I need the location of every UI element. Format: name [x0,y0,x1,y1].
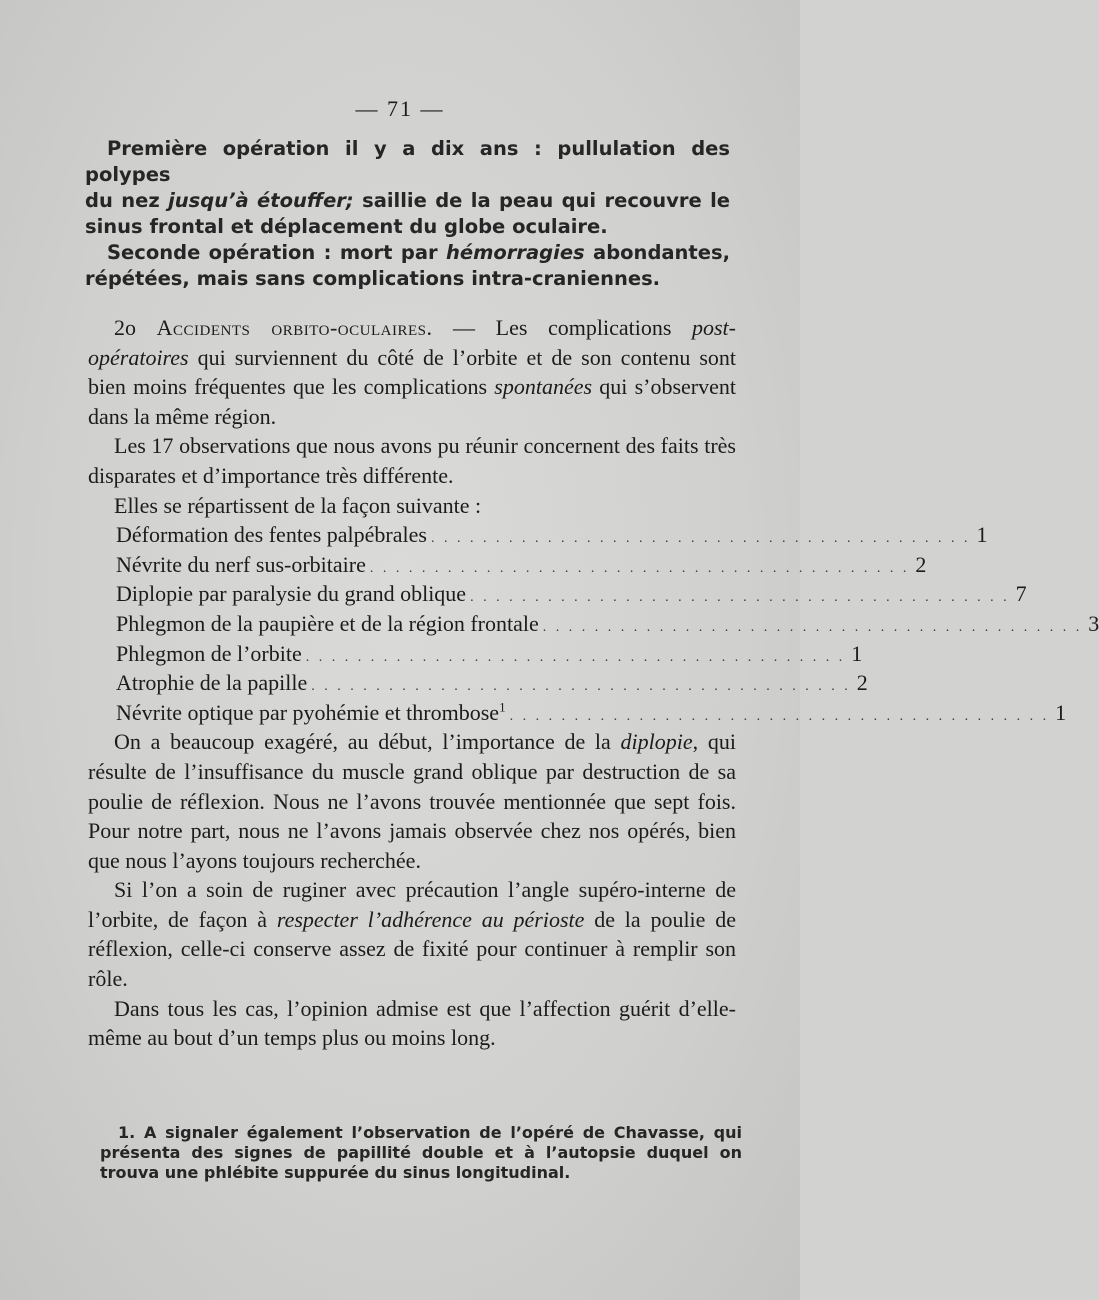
diplopia-text-a: On a beaucoup exagéré, au début, l’importance de la [114,729,621,755]
footnote-marker: 1 [499,699,506,715]
rugination-paragraph [88,875,736,993]
list-item [116,579,1027,609]
second-operation-text-1a: Seconde opération : mort par [107,241,446,264]
rugination-emphasis: respecter l’adhérence au périoste [276,906,585,932]
list-item-label: Déformation des fentes palpébrales [116,522,427,548]
list-item-label: Diplopie par paralysie du grand oblique [116,581,467,607]
list-item [116,698,1067,728]
first-operation-text-3: sinus frontal et déplacement du globe oculaire. [85,215,608,238]
list-item-count: 3 [1088,610,1099,636]
list-item [116,609,1099,639]
section-intro-text-c: qui s’observent dans la même région. [88,374,737,429]
complications-list [116,520,1099,727]
diplopia-paragraph [88,727,736,875]
diplopia-text-b: , qui résulte de l’insuffisance du muscle grand oblique par destruction de sa poulie de réflexion. Nous ne l’avons trouvée mentionnée que sept fois. Pour notre part, nous ne l’avons jamais observée chez nos opérés, bien que nous l’ayons toujours recherchée. [88,729,736,873]
leader-dots: . . . . . . . . . . . . . . . . . . . . . . . . . . . . . . . . . . . . . . . . . . [509,708,1050,724]
list-item-count: 7 [1015,581,1027,607]
first-operation-emphasis: jusqu’à étouffer; [168,189,354,212]
second-operation-line-2 [85,266,730,292]
second-operation-text-2: répétées, mais sans complications intra-craniennes. [85,267,661,290]
list-item-label: Phlegmon de l’orbite [116,640,302,666]
section-intro-emphasis-2: spontanées [494,374,593,400]
footnote [100,1123,742,1183]
leader-dots: . . . . . . . . . . . . . . . . . . . . . . . . . . . . . . . . . . . . . . . . . . [430,531,971,547]
list-item-count: 1 [851,640,863,666]
list-item-label [116,698,506,728]
leader-dots: . . . . . . . . . . . . . . . . . . . . . . . . . . . . . . . . . . . . . . . . . . [369,560,910,576]
first-operation-line-3 [85,214,730,240]
first-operation-line-1 [85,136,730,188]
section-intro-text-a: Les complications [495,315,692,340]
leader-dots: . . . . . . . . . . . . . . . . . . . . . . . . . . . . . . . . . . . . . . . . . . [305,649,846,665]
section-intro-paragraph [88,313,736,431]
first-operation-text-2b: saillie de la peau qui recouvre le [353,189,730,212]
section-intro-text-b: qui surviennent du côté de l’orbite et de son contenu sont bien moins fréquentes que les complications [88,344,736,400]
leader-dots: . . . . . . . . . . . . . . . . . . . . . . . . . . . . . . . . . . . . . . . . . . [311,679,851,695]
section-heading: Accidents orbito-oculaires. [156,315,433,340]
list-item-count: 2 [915,551,927,577]
list-item-label: Névrite du nerf sus-orbitaire [116,551,366,577]
rugination-text-b: de la poulie de réflexion, celle-ci conserve assez de fixité pour continuer à remplir son rôle. [88,906,736,992]
list-item-count: 1 [1055,699,1067,725]
list-item [116,668,868,698]
list-item-label: Atrophie de la papille [116,670,308,696]
list-item-count: 1 [976,522,988,548]
leader-dots: . . . . . . . . . . . . . . . . . . . . . . . . . . . . . . . . . . . . . . . . . . [470,590,1010,606]
footnote-text: 1. A signaler également l’observation de l’opéré de Chavasse, qui présenta des signes de papillité double et à l’autopsie duquel on trouva une phlébite suppurée du sinus longitudinal. [100,1123,742,1182]
second-operation-text-1b: abondantes, [584,241,730,264]
list-item-count: 2 [856,670,868,696]
distribution-intro: Elles se répartissent de la façon suivante : [114,492,482,518]
section-intro-emphasis-1: post-opératoires [88,315,736,370]
first-operation-text-1: Première opération il y a dix ans : pullulation des polypes [85,137,730,186]
page-number: — 71 — [355,96,445,121]
second-operation-emphasis: hémorragies [445,241,585,264]
case-description [85,136,730,292]
list-item [116,639,863,669]
observations-paragraph: Les 17 observations que nous avons pu réunir concernent des faits très disparates et d’importance très différente. [88,433,736,488]
leader-dots: . . . . . . . . . . . . . . . . . . . . . . . . . . . . . . . . . . . . . . . . . . [542,619,1083,635]
list-item-label-text: Névrite optique par pyohémie et thrombose [116,699,500,725]
section-dash: — [432,315,496,340]
section-number: 2o [114,315,136,340]
diplopia-emphasis: diplopie [620,729,693,755]
list-item [116,520,988,550]
list-item-label: Phlegmon de la paupière et de la région frontale [116,610,539,636]
section-orbito-oculaires [88,313,1099,1053]
conclusion-paragraph: Dans tous les cas, l’opinion admise est que l’affection guérit d’elle-même au bout d’un temps plus ou moins long. [88,995,736,1051]
second-operation-line-1 [85,240,730,266]
rugination-text-a: Si l’on a soin de ruginer avec précaution l’angle supéro-interne de l’orbite, de façon à [88,877,736,932]
first-operation-text-2a: du nez [85,189,169,212]
list-item [116,550,927,580]
first-operation-line-2 [85,188,730,214]
